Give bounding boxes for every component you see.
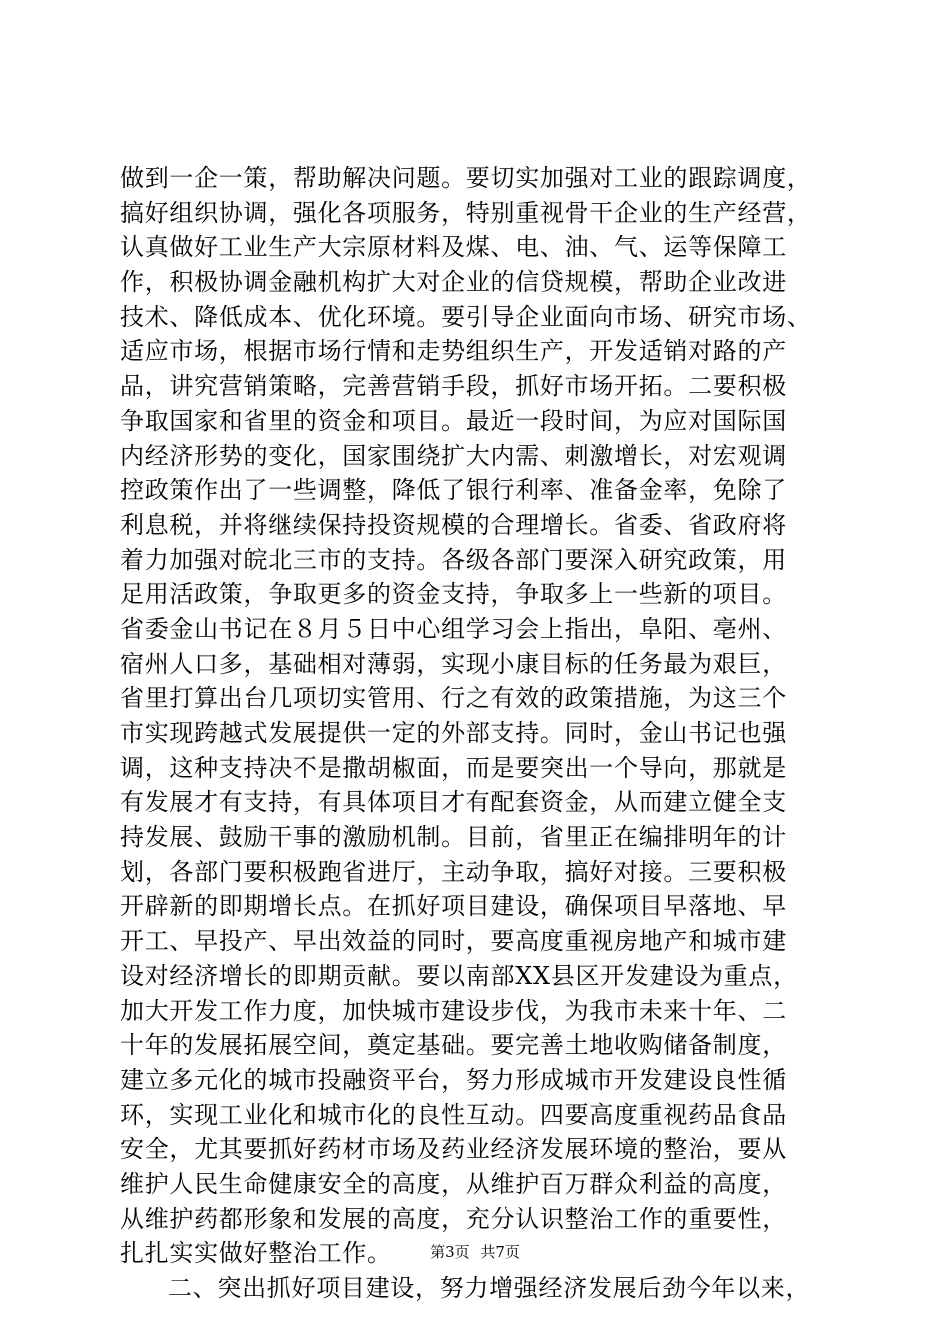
text-line: 市实现跨越式发展提供一定的外部支持。同时，金山书记也强 (120, 719, 787, 747)
text-line: 有发展才有支持，有具体项目才有配套资金，从而建立健全支 (120, 788, 787, 817)
text-line: 适应市场，根据市场行情和走势组织生产，开发适销对路的产 (120, 337, 787, 366)
text-line: 做到一企一策，帮助解决问题。要切实加强对工业的跟踪调度， (120, 164, 812, 192)
text-line: 环，实现工业化和城市化的良性互动。四要高度重视药品食品 (120, 1100, 787, 1129)
text-line: 持发展、鼓励干事的激励机制。目前，省里正在编排明年的计 (120, 823, 787, 852)
text-line: 技术、降低成本、优化环境。要引导企业面向市场、研究市场、 (120, 302, 812, 331)
text-line: 加大开发工作力度，加快城市建设步伐，为我市未来十年、二 (120, 996, 787, 1025)
text-line: 设对经济增长的即期贡献。要以南部XX县区开发建设为重点， (120, 961, 798, 990)
page-number: 第3页 (430, 1243, 470, 1261)
text-line: 省委金山书记在８月５日中心组学习会上指出，阜阳、亳州、 (120, 614, 787, 643)
text-line: 维护人民生命健康安全的高度，从维护百万群众利益的高度， (120, 1169, 787, 1198)
text-line: 认真做好工业生产大宗原材料及煤、电、油、气、运等保障工 (120, 233, 787, 262)
text-line: 宿州人口多，基础相对薄弱，实现小康目标的任务最为艰巨， (120, 649, 787, 678)
text-line: 内经济形势的变化，国家围绕扩大内需、刺激增长，对宏观调 (120, 441, 787, 470)
text-line: 调，这种支持决不是撒胡椒面，而是要突出一个导向，那就是 (120, 753, 787, 782)
page-total: 共7页 (480, 1243, 520, 1261)
page-footer (0, 1242, 950, 1262)
text-line: 建立多元化的城市投融资平台，努力形成城市开发建设良性循 (120, 1065, 787, 1094)
text-line: 开工、早投产、早出效益的同时，要高度重视房地产和城市建 (120, 927, 787, 956)
text-line: 控政策作出了一些调整，降低了银行利率、准备金率，免除了 (120, 476, 787, 505)
text-line: 十年的发展拓展空间，奠定基础。要完善土地收购储备制度， (120, 1031, 787, 1060)
text-line: 作，积极协调金融机构扩大对企业的信贷规模，帮助企业改进 (120, 268, 787, 297)
text-line: 划，各部门要积极跑省进厅，主动争取，搞好对接。三要积极 (120, 857, 787, 886)
text-line: 搞好组织协调，强化各项服务，特别重视骨干企业的生产经营， (120, 198, 812, 227)
paragraph-heading-line: 二、突出抓好项目建设，努力增强经济发展后劲今年以来， (168, 1274, 811, 1302)
text-line: 从维护药都形象和发展的高度，充分认识整治工作的重要性， (120, 1204, 787, 1233)
body-text (120, 161, 840, 1306)
text-line: 扎扎实实做好整治工作。 (120, 1239, 392, 1268)
text-line: 利息税，并将继续保持投资规模的合理增长。省委、省政府将 (120, 510, 787, 539)
text-line: 省里打算出台几项切实管用、行之有效的政策措施，为这三个 (120, 684, 787, 713)
text-line: 足用活政策，争取更多的资金支持，争取多上一些新的项目。 (120, 580, 787, 609)
text-line: 争取国家和省里的资金和项目。最近一段时间，为应对国际国 (120, 406, 787, 435)
text-line: 着力加强对皖北三市的支持。各级各部门要深入研究政策，用 (120, 545, 787, 574)
text-line: 开辟新的即期增长点。在抓好项目建设，确保项目早落地、早 (120, 892, 787, 921)
text-line: 安全，尤其要抓好药材市场及药业经济发展环境的整治，要从 (120, 1135, 787, 1164)
text-line: 品，讲究营销策略，完善营销手段，抓好市场开拓。二要积极 (120, 372, 787, 401)
